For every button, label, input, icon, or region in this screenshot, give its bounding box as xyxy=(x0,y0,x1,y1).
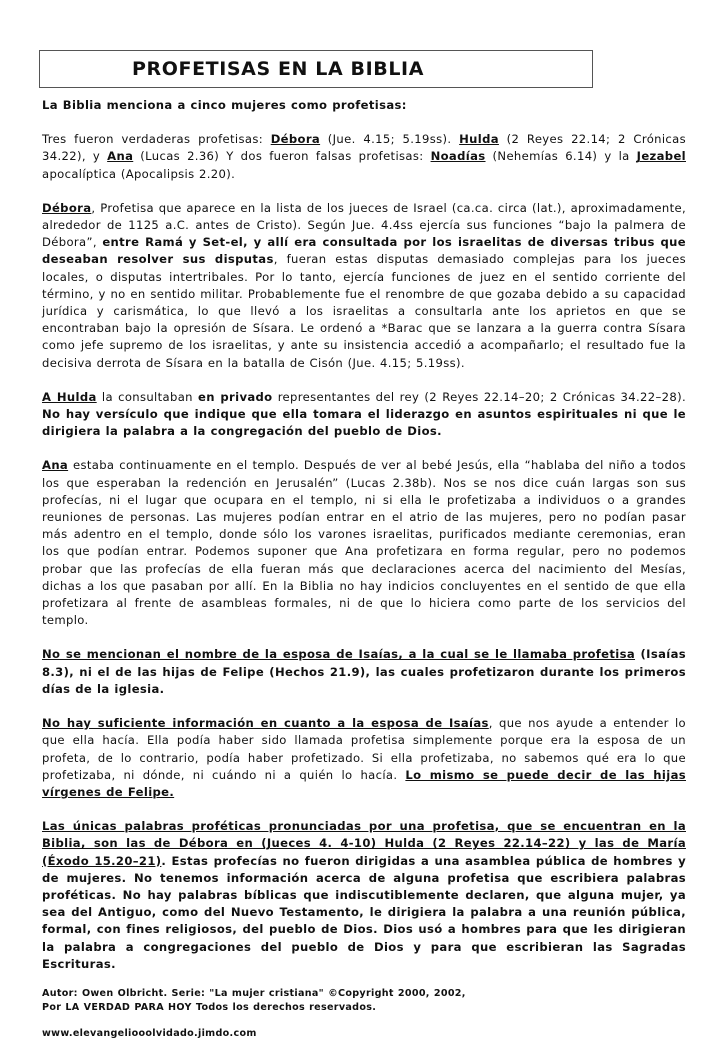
name-ana: Ana xyxy=(107,149,134,164)
bold-text: (Isaías 8.3), ni el de las hijas de Felipe (Hechos 21.9), las cuales profetizaron durante los primeros días de la iglesia. xyxy=(42,647,686,696)
intro-line xyxy=(42,97,686,114)
paragraph-ana xyxy=(42,457,686,629)
bold-text: No hay versículo que indique que ella tomara el liderazgo en asuntos espirituales ni que le dirigiera la palabra a la congregación del pueblo de Dios. xyxy=(42,407,686,439)
paragraph-overview xyxy=(42,131,686,183)
document-page xyxy=(42,50,686,1041)
website-link[interactable]: www.elevangeliooolvidado.jimdo.com xyxy=(42,1027,257,1039)
footer-url[interactable] xyxy=(42,1027,686,1041)
intro-text: La Biblia menciona a cinco mujeres como profetisas: xyxy=(42,98,407,112)
text: (Jue. 4.15; 5.19ss). xyxy=(320,132,460,147)
text: , Profetisa que aparece en la lista de los jueces de Israel (ca.ca. circa (lat.), aproximadamente, alrededor de 1125 a.C. antes de Cristo). Según Jue. 4.4ss ejercía sus funciones “bajo la palmera de Débora”, xyxy=(42,200,686,250)
footer-line1: Autor: Owen Olbricht. Serie: "La mujer cristiana" ©Copyright 2000, 2002, xyxy=(42,987,466,999)
footer-line2: Por LA VERDAD PARA HOY Todos los derechos reservados. xyxy=(42,1001,377,1013)
text: (Nehemías 6.14) y la xyxy=(485,149,637,164)
text: estaba continuamente en el templo. Después de ver al bebé Jesús, ella “hablaba del niño a todos los que esperaban la redención en Jerusalén” (Lucas 2.38b). Nos se nos dice cuán largas son sus profecías, ni el lugar que ocupara en el templo, ni si ella le profetizaba a individuos o a grandes reuniones de personas. Las mujeres podían entrar en el atrio de las mujeres, pero no podían pasar más adentro en el templo, donde sólo los varones israelitas, purificados mediante ceremonias, eran los que podían entrar. Podemos suponer que Ana profetizara en forma regular, pero no podemos probar que las profecías de ella fueran más que declaraciones acerca del nacimiento del Mesías, dichas a los que pasaban por allí. En la Biblia no hay indicios concluyentes en el sentido de que ella profetizara al frente de asambleas formales, ni de que lo hiciera como parte de los servicios del templo. xyxy=(42,458,686,628)
name-hulda: Hulda xyxy=(459,132,499,147)
underlined-bold-text: Las únicas palabras proféticas pronunciadas por una profetisa, que se encuentran en la Biblia, son las de Débora en (Jueces 4. 4-10) Hulda (2 Reyes 22.14–22) y las de María (Éxodo 15.20–21) xyxy=(42,819,686,868)
name-debora: Débora xyxy=(270,132,321,147)
bold-text: . Estas profecías no fueron dirigidas a una asamblea pública de hombres y de mujeres. No tenemos información acerca de alguna profetisa que escribiera palabras proféticas. No hay palabras bíblicas que indiscutiblemente declaren, que alguna mujer, ya sea del Antiguo, como del Nuevo Testamento, le dirigiera la palabra a una reunión pública, formal, con fines religiosos, del pueblo de Dios. Dios usó a hombres para que les dirigieran la palabra a congregaciones del pueblo de Dios y para que escribieran las Sagradas Escrituras. xyxy=(42,853,686,971)
bold-text: en privado xyxy=(198,389,273,404)
underlined-bold-text: No hay suficiente información en cuanto a la esposa de Isaías xyxy=(42,716,489,731)
page-title: PROFETISAS EN LA BIBLIA xyxy=(132,58,425,80)
text: , fueran estas disputas demasiado complejas para los jueces locales, o disputas intertribales. Por lo tanto, ejercía funciones de juez en el sentido corriente del término, y no en sentido militar. Probablemente fue el renombre de que gozaba debido a su capacidad jurídica y carismática, lo que llevó a los israelitas a consultarla ante los aprietos en que se encontraban bajo la opresión de Sísara. Le ordenó a *Barac que se lanzara a la guerra contra Sísara como jefe supremo de los israelitas, y ante su insistencia accedió a acompañarlo; el resultado fue la decisiva derrota de Sísara en la batalla de Cisón (Jue. 4.15; 5.19ss). xyxy=(42,252,686,370)
text: (Lucas 2.36) Y dos fueron falsas profetisas: xyxy=(133,149,431,164)
paragraph-conclusion xyxy=(42,818,686,973)
text: apocalíptica (Apocalipsis 2.20). xyxy=(42,166,236,181)
paragraph-hulda xyxy=(42,389,686,441)
paragraph-esposa-isaias xyxy=(42,715,686,801)
bold-text: entre Ramá y Set-el, y allí era consultada por los israelitas de diversas tribus que deseaban resolver sus disputas xyxy=(42,235,686,267)
text: la consultaban xyxy=(96,389,199,404)
underlined-bold-text: Lo mismo se puede decir de las hijas vírgenes de Felipe. xyxy=(42,767,686,799)
text: representantes del rey (2 Reyes 22.14–20; 2 Crónicas 34.22–28). xyxy=(272,389,686,404)
underlined-bold-text: No se mencionan el nombre de la esposa de Isaías, a la cual se le llamaba profetisa xyxy=(42,647,636,662)
text: Tres fueron verdaderas profetisas: xyxy=(42,132,271,147)
title-box xyxy=(39,50,593,88)
heading-hulda: A Hulda xyxy=(42,389,97,404)
text: (2 Reyes 22.14; 2 Crónicas 34.22), y xyxy=(42,132,686,164)
text: , que nos ayude a entender lo que ella hacía. Ella podía haber sido llamada profetisa simplemente porque era la esposa de un profeta, de lo contrario, podía haber profetizado. Si ella profetizaba, no sabemos qué era lo que profetizaba, ni dónde, ni cuándo ni a quién lo hacía. xyxy=(42,716,686,782)
name-noadias: Noadías xyxy=(430,149,486,164)
heading-debora: Débora xyxy=(42,200,92,215)
heading-ana: Ana xyxy=(42,458,69,473)
footer-credits xyxy=(42,987,686,1015)
paragraph-debora xyxy=(42,200,686,372)
name-jezabel: Jezabel xyxy=(636,149,686,164)
paragraph-isaias-felipe xyxy=(42,646,686,698)
